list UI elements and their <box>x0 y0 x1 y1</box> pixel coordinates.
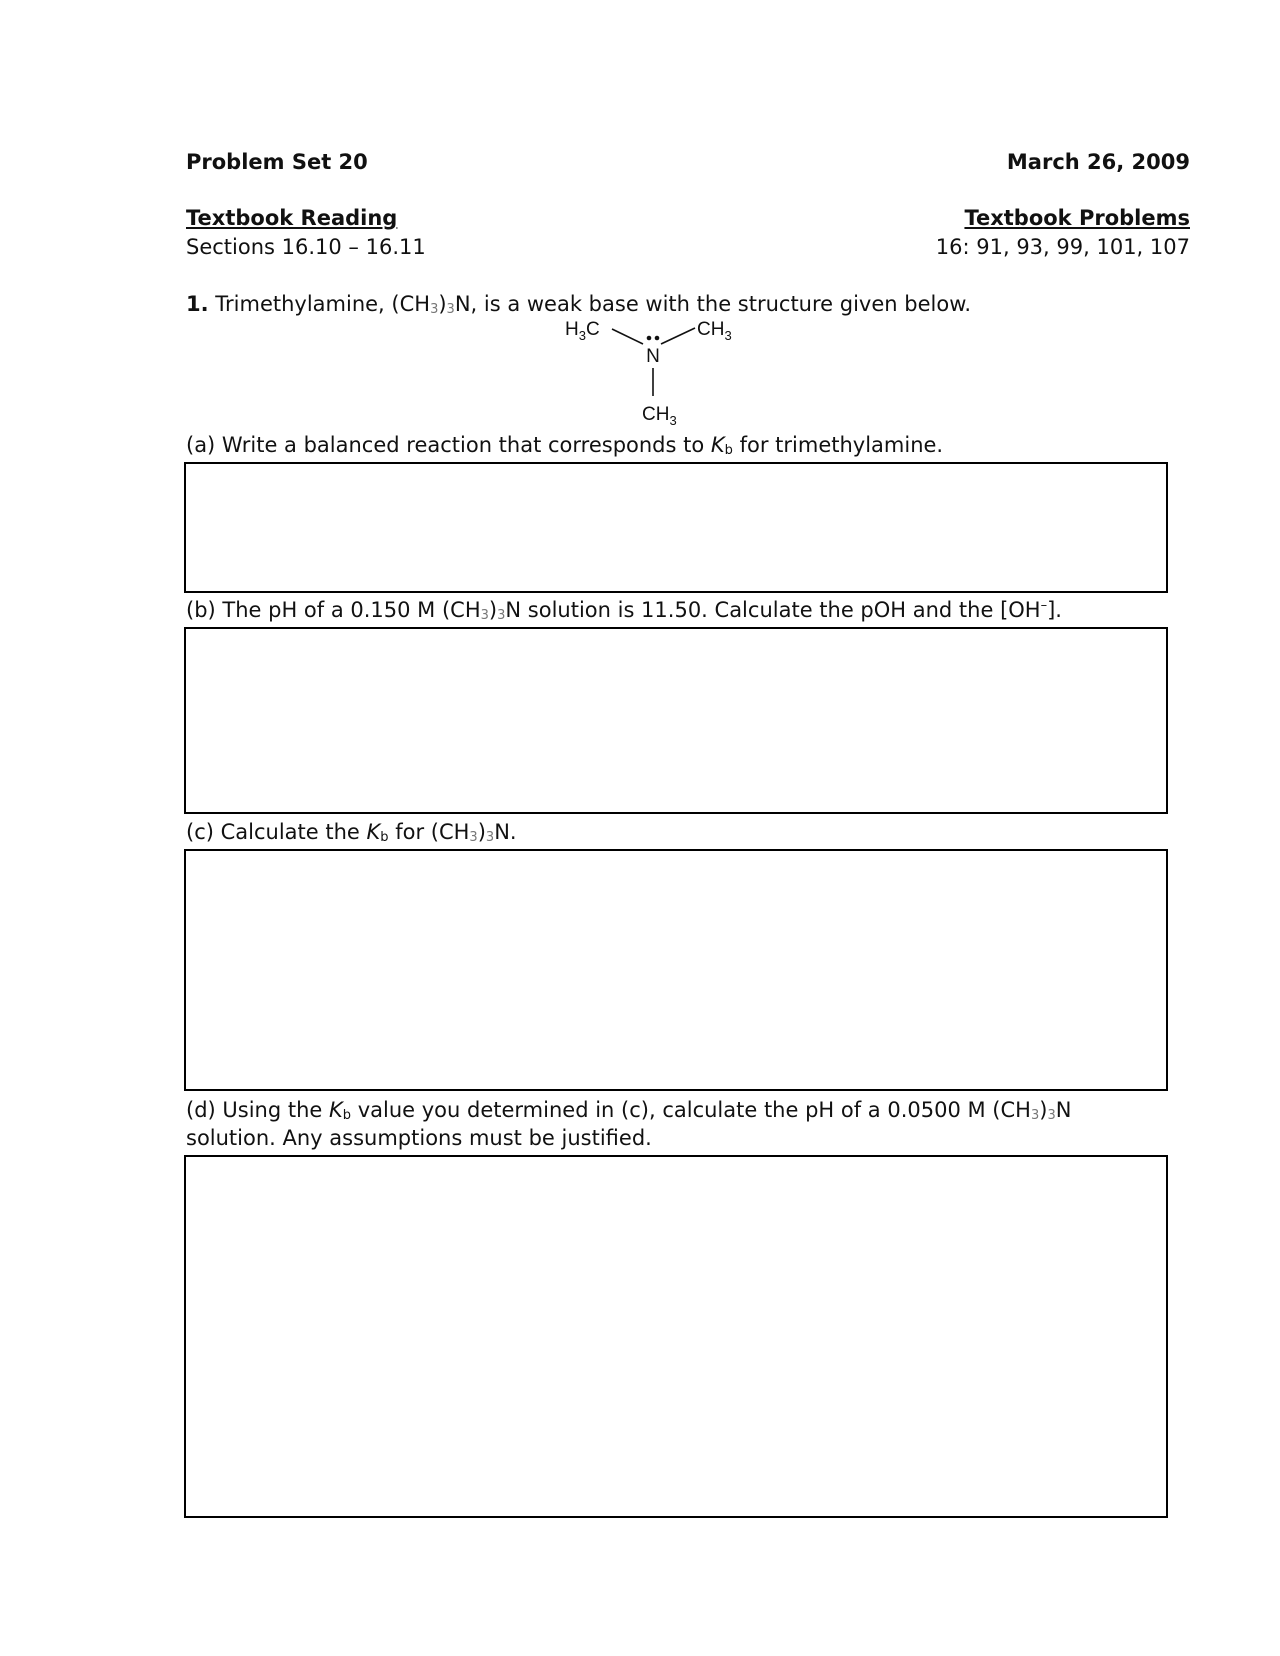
problem-set-title: Problem Set 20 <box>186 150 368 174</box>
bond-right <box>661 328 695 344</box>
problems-list: 16: 91, 93, 99, 101, 107 <box>935 235 1190 259</box>
part-a-prompt: (a) Write a balanced reaction that corresponds to $K_b$ for trimethylamine. <box>186 433 944 458</box>
structure-right-group: $CH_3$ <box>697 319 732 343</box>
part-a-answer-box[interactable] <box>184 462 1168 593</box>
reading-heading: Textbook Reading <box>186 206 398 230</box>
problems-heading: Textbook Problems <box>964 206 1190 230</box>
date: March 26, 2009 <box>1006 150 1190 174</box>
structure-left-group: $H_3C$ <box>565 319 600 343</box>
reading-sections: Sections 16.10 – 16.11 <box>186 235 426 259</box>
part-d-prompt-line2: solution. Any assumptions must be justified. <box>186 1126 652 1150</box>
bond-left <box>612 329 643 344</box>
part-d-prompt-line1: (d) Using the $K_b$ value you determined in (c), calculate the pH of a 0.0500 M $(CH_3)_3N$ <box>186 1098 1072 1123</box>
structure-bottom-group: $CH_3$ <box>642 404 677 428</box>
lone-pair-dot <box>647 336 652 341</box>
part-c-prompt: (c) Calculate the $K_b$ for $(CH_3)_3N$. <box>186 820 517 845</box>
trimethylamine-structure <box>555 316 755 434</box>
question-1-intro: 1. Trimethylamine, $(CH_3)_3N$, is a weak base with the structure given below. <box>186 292 972 317</box>
structure-nitrogen: N <box>646 346 660 367</box>
part-b-prompt: (b) The pH of a 0.150 M $(CH_3)_3N$ solution is 11.50. Calculate the pOH and the [OH–]. <box>186 598 1062 623</box>
lone-pair-dot <box>655 336 660 341</box>
part-d-answer-box[interactable] <box>184 1155 1168 1518</box>
part-c-answer-box[interactable] <box>184 849 1168 1091</box>
part-b-answer-box[interactable] <box>184 627 1168 814</box>
question-number: 1. <box>186 292 209 316</box>
